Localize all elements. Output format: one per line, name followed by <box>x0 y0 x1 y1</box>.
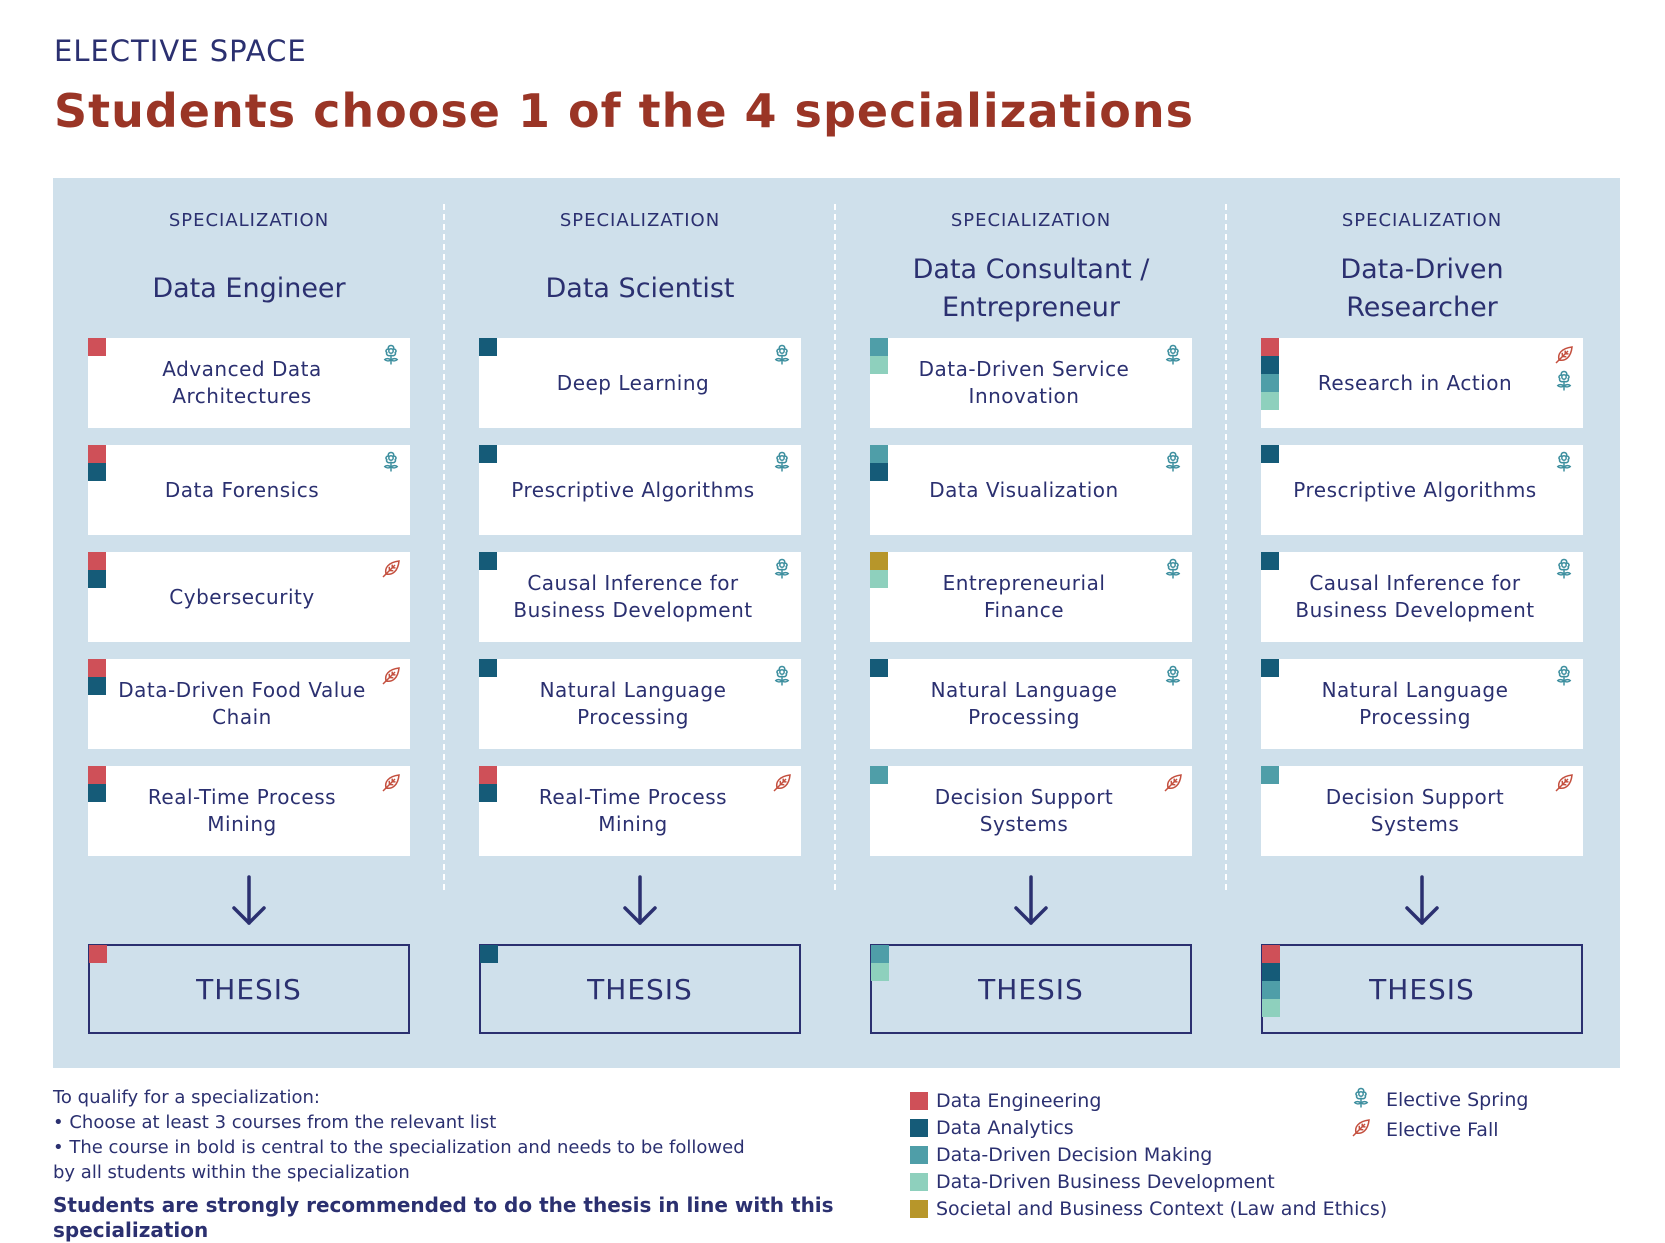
column-divider <box>443 204 445 890</box>
column-divider <box>834 204 836 890</box>
category-marks <box>88 766 106 802</box>
course-name: Decision Support Systems <box>1325 785 1505 836</box>
arrow-down-icon <box>224 874 274 932</box>
course-name: Causal Inference for Business Development <box>513 571 753 622</box>
category-mark <box>1261 445 1279 463</box>
season-legend-label: Elective Spring <box>1386 1089 1529 1111</box>
specialization-column <box>88 178 410 1068</box>
season-icons <box>1162 665 1184 687</box>
specialization-title: Data Scientist <box>545 273 735 304</box>
thesis-label: THESIS <box>587 972 693 1006</box>
course-card <box>1261 766 1583 856</box>
category-marks <box>870 766 888 784</box>
flower-icon <box>771 344 793 366</box>
thesis-box <box>1261 944 1583 1034</box>
category-mark <box>479 552 497 570</box>
season-icons <box>1553 665 1575 687</box>
specialization-label: SPECIALIZATION <box>950 210 1112 231</box>
course-card <box>88 659 410 749</box>
course-name: Prescriptive Algorithms <box>1293 477 1537 502</box>
qualification-notes <box>53 1085 883 1243</box>
course-name: Advanced Data Architectures <box>162 357 322 408</box>
category-marks <box>1261 445 1279 463</box>
category-mark <box>1261 374 1279 392</box>
category-marks <box>89 945 107 963</box>
flower-icon <box>1553 451 1575 473</box>
note-line: by all students within the specialization <box>53 1162 410 1183</box>
thesis-label: THESIS <box>196 972 302 1006</box>
category-mark <box>88 463 106 481</box>
flower-icon <box>1553 370 1575 392</box>
course-name: Data-Driven Service Innovation <box>918 357 1130 408</box>
legend-swatch <box>910 1092 928 1110</box>
thesis-box <box>88 944 410 1034</box>
course-name: Data Forensics <box>164 477 320 502</box>
season-icons <box>771 344 793 366</box>
leaf-icon <box>380 772 402 794</box>
course-name: Data-Driven Food Value Chain <box>118 678 366 729</box>
thesis-box <box>479 944 801 1034</box>
category-mark <box>1262 945 1280 963</box>
category-mark <box>870 766 888 784</box>
course-name: Entrepreneurial Finance <box>942 571 1106 622</box>
category-legend <box>910 1087 1387 1222</box>
category-mark <box>88 659 106 677</box>
season-icons <box>380 558 402 580</box>
category-marks <box>88 659 106 695</box>
course-card <box>88 445 410 535</box>
course-card <box>88 338 410 428</box>
course-name: Prescriptive Algorithms <box>511 477 755 502</box>
course-card <box>1261 338 1583 428</box>
course-card <box>1261 659 1583 749</box>
category-mark <box>479 784 497 802</box>
category-mark <box>88 445 106 463</box>
legend-item <box>910 1087 1387 1114</box>
course-name: Cybersecurity <box>169 584 315 609</box>
legend-item <box>910 1195 1387 1222</box>
course-card <box>870 445 1192 535</box>
specialization-column <box>870 178 1192 1068</box>
category-mark <box>88 677 106 695</box>
course-name: Research in Action <box>1317 370 1513 395</box>
season-legend <box>1350 1085 1528 1145</box>
category-mark <box>88 784 106 802</box>
flower-icon <box>1162 558 1184 580</box>
category-marks <box>870 552 888 588</box>
category-mark <box>88 570 106 588</box>
category-marks <box>871 945 889 981</box>
category-mark <box>870 552 888 570</box>
course-name: Natural Language Processing <box>930 678 1118 729</box>
legend-swatch <box>910 1146 928 1164</box>
course-card <box>870 659 1192 749</box>
category-marks <box>88 445 106 481</box>
legend-item <box>910 1114 1387 1141</box>
specialization-title: Data Engineer <box>152 273 346 304</box>
legend-label: Data-Driven Business Development <box>936 1170 1275 1193</box>
legend-label: Data-Driven Decision Making <box>936 1143 1213 1166</box>
leaf-icon <box>380 558 402 580</box>
category-mark <box>479 659 497 677</box>
category-mark <box>1261 659 1279 677</box>
legend-label: Data Analytics <box>936 1116 1074 1139</box>
legend-label: Societal and Business Context (Law and Ethics) <box>936 1197 1388 1220</box>
category-mark <box>88 766 106 784</box>
category-mark <box>480 945 498 963</box>
category-mark <box>479 445 497 463</box>
category-marks <box>870 659 888 677</box>
category-marks <box>479 338 497 356</box>
thesis-box <box>870 944 1192 1034</box>
category-marks <box>1261 659 1279 677</box>
note-line: To qualify for a specialization: <box>53 1087 320 1108</box>
category-mark <box>1261 392 1279 410</box>
flower-icon <box>1162 344 1184 366</box>
category-mark <box>1262 999 1280 1017</box>
course-card <box>479 338 801 428</box>
arrow-down-icon <box>1006 874 1056 932</box>
season-icons <box>1553 558 1575 580</box>
course-card <box>870 552 1192 642</box>
category-marks <box>1261 338 1279 410</box>
season-icons <box>1553 772 1575 794</box>
specialization-column <box>479 178 801 1068</box>
category-mark <box>1262 981 1280 999</box>
category-mark <box>870 445 888 463</box>
leaf-icon <box>771 772 793 794</box>
thesis-recommendation: Students are strongly recommended to do the thesis in line with this specialization <box>53 1193 834 1242</box>
course-card <box>88 766 410 856</box>
page-title: Students choose 1 of the 4 specializations <box>54 84 1194 138</box>
flower-icon <box>1162 665 1184 687</box>
category-marks <box>1261 552 1279 570</box>
category-mark <box>479 766 497 784</box>
legend-swatch <box>910 1173 928 1191</box>
course-name: Natural Language Processing <box>539 678 727 729</box>
season-icons <box>771 665 793 687</box>
course-card <box>479 766 801 856</box>
specialization-title: Data-Driven Researcher <box>1340 254 1504 323</box>
season-icons <box>1162 451 1184 473</box>
category-marks <box>870 445 888 481</box>
season-icons <box>1162 344 1184 366</box>
category-mark <box>870 338 888 356</box>
category-mark <box>871 945 889 963</box>
legend-item <box>910 1168 1387 1195</box>
category-mark <box>1261 356 1279 374</box>
course-name: Real-Time Process Mining <box>147 785 337 836</box>
course-card <box>1261 445 1583 535</box>
category-marks <box>479 659 497 677</box>
category-marks <box>479 552 497 570</box>
category-mark <box>871 963 889 981</box>
category-mark <box>1261 552 1279 570</box>
course-card <box>870 766 1192 856</box>
season-icons <box>1162 558 1184 580</box>
specialization-label: SPECIALIZATION <box>559 210 721 231</box>
course-name: Causal Inference for Business Development <box>1295 571 1535 622</box>
flower-icon <box>380 344 402 366</box>
season-icons <box>380 772 402 794</box>
flower-icon <box>771 451 793 473</box>
course-card <box>479 659 801 749</box>
flower-icon <box>771 665 793 687</box>
category-mark <box>870 356 888 374</box>
season-legend-label: Elective Fall <box>1386 1119 1499 1141</box>
specialization-label: SPECIALIZATION <box>168 210 330 231</box>
flower-icon <box>1350 1087 1386 1114</box>
category-mark <box>1261 766 1279 784</box>
course-card <box>1261 552 1583 642</box>
category-mark <box>88 552 106 570</box>
thesis-label: THESIS <box>978 972 1084 1006</box>
category-marks <box>1262 945 1280 1017</box>
leaf-icon <box>1162 772 1184 794</box>
season-legend-fall <box>1350 1115 1528 1145</box>
note-line: • Choose at least 3 courses from the relevant list <box>53 1112 497 1133</box>
category-mark <box>870 570 888 588</box>
specialization-column <box>1261 178 1583 1068</box>
legend-item <box>910 1141 1387 1168</box>
season-legend-spring <box>1350 1085 1528 1115</box>
flower-icon <box>1553 558 1575 580</box>
category-mark <box>870 659 888 677</box>
category-mark <box>1262 963 1280 981</box>
thesis-label: THESIS <box>1369 972 1475 1006</box>
season-icons <box>1553 451 1575 473</box>
arrow-down-icon <box>615 874 665 932</box>
course-card <box>479 445 801 535</box>
specialization-label: SPECIALIZATION <box>1341 210 1503 231</box>
leaf-icon <box>1553 772 1575 794</box>
season-icons <box>771 451 793 473</box>
flower-icon <box>1553 665 1575 687</box>
course-name: Decision Support Systems <box>934 785 1114 836</box>
flower-icon <box>771 558 793 580</box>
category-marks <box>870 338 888 374</box>
course-card <box>870 338 1192 428</box>
course-card <box>88 552 410 642</box>
category-mark <box>870 463 888 481</box>
leaf-icon <box>380 665 402 687</box>
course-card <box>479 552 801 642</box>
column-divider <box>1225 204 1227 890</box>
category-marks <box>479 766 497 802</box>
season-icons <box>380 451 402 473</box>
legend-label: Data Engineering <box>936 1089 1102 1112</box>
arrow-down-icon <box>1397 874 1447 932</box>
legend-swatch <box>910 1200 928 1218</box>
category-marks <box>479 445 497 463</box>
leaf-icon <box>1553 344 1575 366</box>
header-eyebrow: ELECTIVE SPACE <box>54 34 307 68</box>
category-mark <box>88 338 106 356</box>
season-icons <box>380 344 402 366</box>
category-mark <box>89 945 107 963</box>
season-icons <box>380 665 402 687</box>
category-mark <box>479 338 497 356</box>
season-icons <box>771 558 793 580</box>
category-marks <box>1261 766 1279 784</box>
season-icons <box>1162 772 1184 794</box>
category-marks <box>480 945 498 963</box>
category-mark <box>1261 338 1279 356</box>
flower-icon <box>380 451 402 473</box>
course-name: Data Visualization <box>929 477 1119 502</box>
course-name: Deep Learning <box>556 370 710 395</box>
season-icons <box>1553 344 1575 392</box>
season-icons <box>771 772 793 794</box>
legend-swatch <box>910 1119 928 1137</box>
note-line: • The course in bold is central to the specialization and needs to be followed <box>53 1137 745 1158</box>
category-marks <box>88 552 106 588</box>
course-name: Real-Time Process Mining <box>538 785 728 836</box>
leaf-icon <box>1350 1117 1386 1144</box>
course-name: Natural Language Processing <box>1321 678 1509 729</box>
flower-icon <box>1162 451 1184 473</box>
category-marks <box>88 338 106 356</box>
specialization-title: Data Consultant / Entrepreneur <box>912 254 1150 323</box>
